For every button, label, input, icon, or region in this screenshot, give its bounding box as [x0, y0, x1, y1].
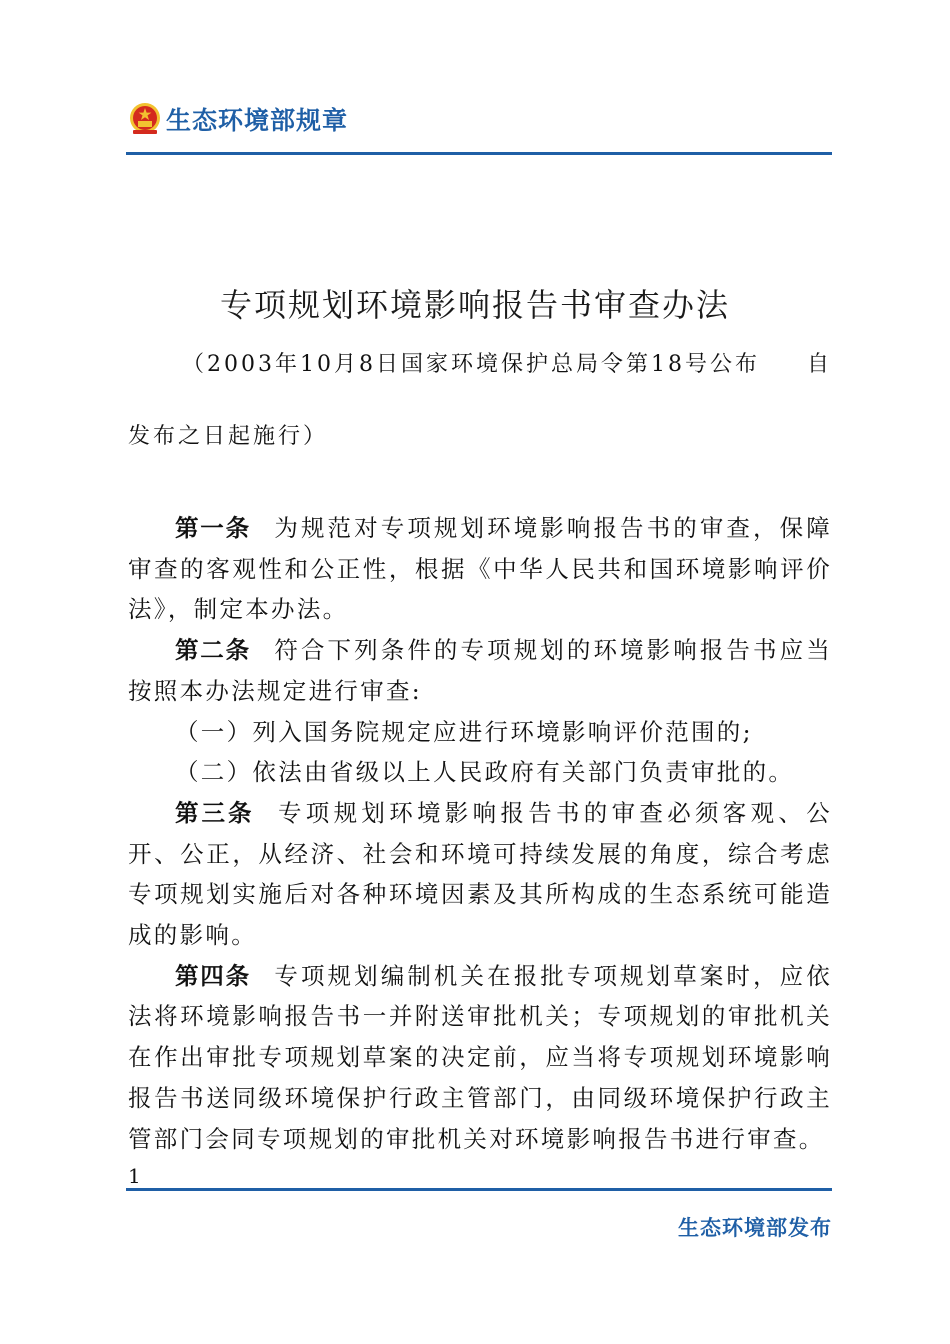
article-label: 第三条 [175, 798, 255, 827]
article-2 [128, 630, 832, 711]
article-text: （一）列入国务院规定应进行环境影响评价范围的; [175, 717, 753, 746]
article-text: 为规范对专项规划环境影响报告书的审查，保障审查的客观性和公正性，根据《中华人民共和国环境影响评价法》，制定本办法。 [128, 514, 832, 624]
article-label: 第一条 [175, 514, 251, 542]
article-text: 符合下列条件的专项规划的环境影响报告书应当按照本办法规定进行审查: [128, 636, 832, 705]
article-2-item-1 [128, 712, 832, 753]
promulgation-note-tail: 自 [806, 352, 832, 377]
document-title: 专项规划环境影响报告书审查办法 [219, 286, 730, 324]
article-2-item-2 [128, 752, 832, 793]
national-emblem-icon [128, 102, 162, 136]
promulgation-note-line1 [182, 347, 832, 378]
footer-publisher: 生态环境部发布 [678, 1216, 832, 1240]
article-text: （二）依法由省级以上人民政府有关部门负责审批的。 [175, 758, 795, 787]
page-number: 1 [128, 1164, 141, 1188]
promulgation-note-text: （2003年10月8日国家环境保护总局令第18号公布 [182, 352, 760, 377]
article-text: 专项规划环境影响报告书的审查必须客观、公开、公正，从经济、社会和环境可持续发展的角度，综合考虑专项规划实施后对各种环境因素及其所构成的生态系统可能造成的影响。 [128, 798, 832, 950]
footer-divider [126, 1188, 832, 1191]
article-label: 第四条 [175, 961, 251, 990]
article-4 [128, 956, 832, 1160]
article-3 [128, 793, 832, 956]
article-text: 专项规划编制机关在报批专项规划草案时，应依法将环境影响报告书一并附送审批机关；专项规划的审批机关在作出审批专项规划草案的决定前，应当将专项规划环境影响报告书送同级环境保护行政主管部门，由同级环境保护行政主管部门会同专项规划的审批机关对环境影响报告书进行审查。 [128, 961, 832, 1153]
article-label: 第二条 [175, 636, 251, 665]
header-title: 生态环境部规章 [166, 106, 349, 135]
document-body [128, 508, 832, 1159]
header-divider [126, 152, 832, 155]
page-header [128, 98, 348, 140]
promulgation-note-line2: 发布之日起施行） [128, 424, 329, 449]
article-1 [128, 508, 832, 630]
